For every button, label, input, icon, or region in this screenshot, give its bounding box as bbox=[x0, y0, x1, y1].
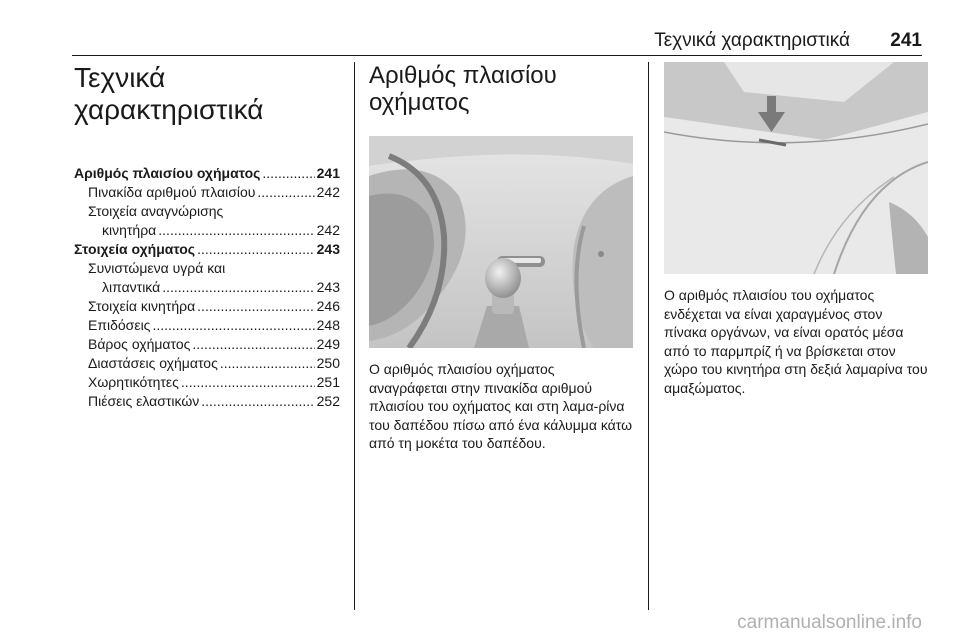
toc-entry[interactable]: κινητήρα ..... 242 bbox=[74, 221, 340, 240]
section-column bbox=[369, 62, 633, 453]
section-title: Αριθμός πλαισίου οχήματος bbox=[369, 62, 557, 116]
toc-entry[interactable]: Στοιχεία οχήματος ..... 243 bbox=[74, 240, 340, 259]
toc-entry[interactable]: Χωρητικότητες ..... 251 bbox=[74, 373, 340, 392]
toc-entry[interactable]: Πιέσεις ελαστικών ..... 252 bbox=[74, 392, 340, 411]
section-text-windshield: Ο αριθμός πλαισίου του οχήματος ενδέχεται να είναι χαραγμένος στον πίνακα οργάνων, να είναι ορατός μέσα από το παρμπρίζ ή να βρίσκεται στον χώρο του κινητήρα στη δεξιά λαμαρίνα του αμαξώματος. bbox=[664, 287, 928, 396]
toc-entry[interactable]: Επιδόσεις ..... 248 bbox=[74, 316, 340, 335]
toc-entry-text: Στοιχεία αναγνώρισης bbox=[88, 203, 224, 219]
chapter-title: Τεχνικά χαρακτηριστικά bbox=[74, 62, 264, 125]
toc-entry[interactable]: Πινακίδα αριθμού πλαισίου ..... 242 bbox=[74, 183, 340, 202]
page-number: 241 bbox=[890, 30, 922, 51]
header-rule bbox=[72, 55, 922, 56]
section-text-floor: Ο αριθμός πλαισίου οχήματος αναγράφεται στην πινακίδα αριθμού πλαισίου του οχήματος και στη λαμα-ρίνα του δαπέδου πίσω από ένα κάλυμμα κάτω από τη μοκέτα του δαπέδου. bbox=[369, 361, 633, 451]
running-header-title: Τεχνικά χαρακτηριστικά bbox=[654, 30, 850, 51]
toc-entry[interactable]: Διαστάσεις οχήματος ..... 250 bbox=[74, 354, 340, 373]
toc-entry[interactable]: Στοιχεία κινητήρα ..... 246 bbox=[74, 297, 340, 316]
column-divider-left bbox=[354, 62, 355, 610]
toc-entry[interactable]: Αριθμός πλαισίου οχήματος ..... 241 bbox=[74, 164, 340, 183]
floor-vin-figure bbox=[369, 136, 633, 348]
toc-entry[interactable]: Βάρος οχήματος ..... 249 bbox=[74, 335, 340, 354]
column-divider-right bbox=[648, 62, 649, 610]
page-header bbox=[0, 28, 960, 58]
watermark: carmanualsonline.info bbox=[737, 612, 922, 633]
windshield-vin-figure bbox=[664, 62, 928, 274]
toc-entry[interactable]: λιπαντικά ..... 243 bbox=[74, 278, 340, 297]
section-column-right bbox=[664, 62, 928, 397]
toc-column bbox=[74, 62, 340, 411]
toc-entry-text: Συνιστώμενα υγρά και bbox=[88, 260, 226, 276]
